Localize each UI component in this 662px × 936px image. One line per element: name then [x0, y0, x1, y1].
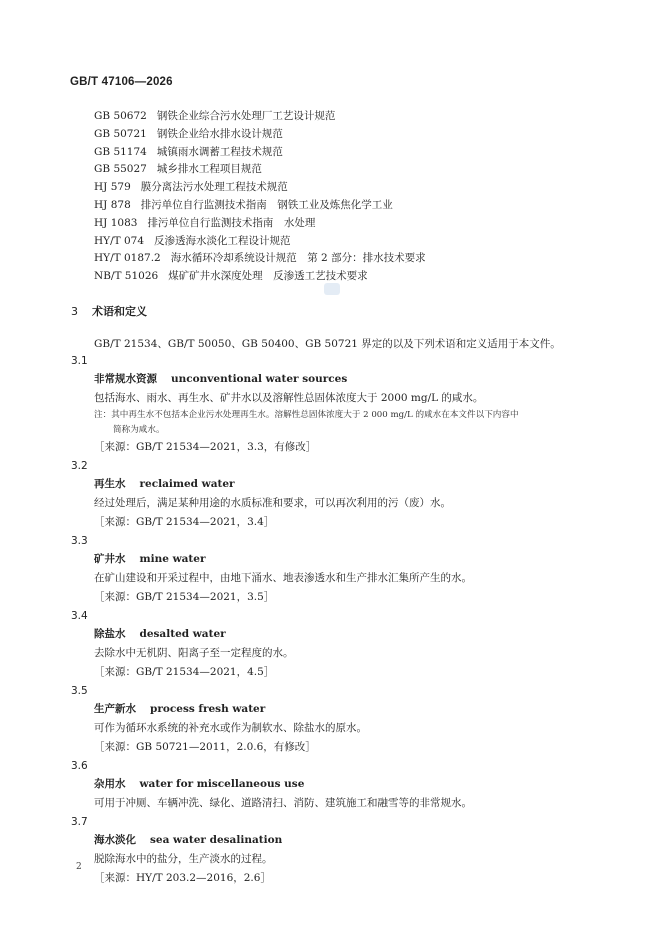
reference-title: 反渗透海水淡化工程设计规范: [154, 234, 291, 247]
term-heading: [94, 550, 631, 569]
term-number: 3.6: [71, 760, 88, 772]
term-number: 3.3: [71, 535, 88, 547]
term-english: unconventional water sources: [171, 373, 348, 385]
term-note: 注：其中再生水不包括本企业污水处理再生水。溶解性总固体浓度大于 2 000 mg/L 的咸水在本文件以下内容中: [94, 410, 519, 420]
term-chinese: 非常规水资源: [94, 373, 157, 385]
term-number: 3.1: [71, 355, 88, 367]
reference-item: [94, 197, 426, 215]
term-definition: 在矿山建设和开采过程中，由地下涌水、地表渗透水和生产排水汇集所产生的水。: [94, 572, 472, 584]
reference-title: 城镇雨水调蓄工程技术规范: [156, 145, 283, 158]
term-heading: [94, 475, 631, 494]
reference-code: GB 50721: [94, 127, 147, 140]
term-heading: [94, 700, 631, 719]
term-note-continuation: 简称为咸水。: [113, 425, 165, 435]
section-heading: [71, 303, 147, 319]
reference-item: [94, 161, 426, 179]
term-chinese: 海水淡化: [94, 834, 136, 846]
reference-code: HY/T 074: [94, 234, 145, 247]
reference-item: [94, 250, 426, 268]
section-number: 3: [71, 305, 78, 318]
term-number: 3.2: [71, 460, 88, 472]
term-source: ［来源：HY/T 203.2—2016，2.6］: [94, 872, 271, 884]
term-heading: [94, 625, 631, 644]
term-chinese: 除盐水: [94, 628, 126, 640]
normative-references-list: [94, 108, 426, 286]
term-chinese: 杂用水: [94, 778, 126, 790]
term-source: ［来源：GB/T 21534—2021，3.4］: [94, 516, 275, 528]
page-number: 2: [76, 862, 82, 872]
document-number-header: GB/T 47106—2026: [70, 76, 173, 88]
reference-code: HJ 579: [94, 181, 131, 194]
reference-item: [94, 233, 426, 251]
term-definition: 包括海水、雨水、再生水、矿井水以及溶解性总固体浓度大于 2000 mg/L 的咸水。: [94, 392, 484, 404]
reference-code: GB 50672: [94, 110, 147, 122]
reference-item: [94, 126, 426, 144]
reference-code: HY/T 0187.2: [94, 252, 161, 265]
reference-title: 海水循环冷却系统设计规范 第 2 部分：排水技术要求: [170, 252, 426, 265]
section-intro-paragraph: GB/T 21534、GB/T 50050、GB 50400、GB 50721 界定的以及下列术语和定义适用于本文件。: [94, 338, 561, 350]
term-number: 3.5: [71, 685, 88, 697]
reference-item: [94, 215, 426, 233]
reference-title: 煤矿矿井水深度处理 反渗透工艺技术要求: [168, 270, 368, 283]
section-title: 术语和定义: [92, 305, 147, 318]
term-english: sea water desalination: [150, 834, 283, 846]
term-definition: 经过处理后，满足某种用途的水质标准和要求，可以再次利用的污（废）水。: [94, 497, 451, 509]
reference-item: [94, 268, 426, 286]
term-chinese: 生产新水: [94, 703, 136, 715]
term-source: ［来源：GB/T 21534—2021，3.5］: [94, 591, 275, 603]
term-source: ［来源：GB 50721—2011，2.0.6，有修改］: [94, 741, 316, 753]
term-number: 3.7: [71, 816, 88, 828]
reference-code: GB 51174: [94, 145, 147, 158]
term-heading: [94, 831, 631, 850]
term-source: ［来源：GB/T 21534—2021，3.3，有修改］: [94, 441, 317, 453]
reference-code: GB 55027: [94, 163, 147, 176]
term-definition: 脱除海水中的盐分，生产淡水的过程。: [94, 853, 273, 865]
reference-title: 城乡排水工程项目规范: [156, 163, 262, 176]
reference-title: 排污单位自行监测技术指南 钢铁工业及炼焦化学工业: [140, 198, 393, 211]
term-definition: 可用于冲厕、车辆冲洗、绿化、道路清扫、消防、建筑施工和融雪等的非常规水。: [94, 797, 472, 809]
term-source: ［来源：GB/T 21534—2021，4.5］: [94, 666, 275, 678]
term-number: 3.4: [71, 610, 88, 622]
watermark-logo: [324, 283, 340, 295]
term-english: reclaimed water: [139, 478, 235, 490]
term-heading: [94, 370, 631, 389]
reference-title: 排污单位自行监测技术指南 水处理: [147, 216, 316, 229]
reference-title: 膜分离法污水处理工程技术规范: [140, 181, 288, 194]
term-definition: 可作为循环水系统的补充水或作为制软水、除盐水的原水。: [94, 722, 367, 734]
reference-code: HJ 1083: [94, 216, 138, 229]
reference-item: [94, 108, 426, 126]
term-chinese: 再生水: [94, 478, 126, 490]
term-heading: [94, 775, 631, 794]
term-english: mine water: [139, 553, 206, 565]
term-english: process fresh water: [150, 703, 266, 715]
reference-item: [94, 179, 426, 197]
reference-code: HJ 878: [94, 198, 131, 211]
term-english: water for miscellaneous use: [139, 778, 305, 790]
term-definition: 去除水中无机阴、阳离子至一定程度的水。: [94, 647, 294, 659]
terms-list: [71, 352, 631, 888]
reference-item: [94, 144, 426, 162]
reference-title: 钢铁企业给水排水设计规范: [156, 127, 283, 140]
term-english: desalted water: [139, 628, 226, 640]
reference-code: NB/T 51026: [94, 270, 159, 283]
term-chinese: 矿井水: [94, 553, 126, 565]
reference-title: 钢铁企业综合污水处理厂工艺设计规范: [156, 110, 336, 122]
